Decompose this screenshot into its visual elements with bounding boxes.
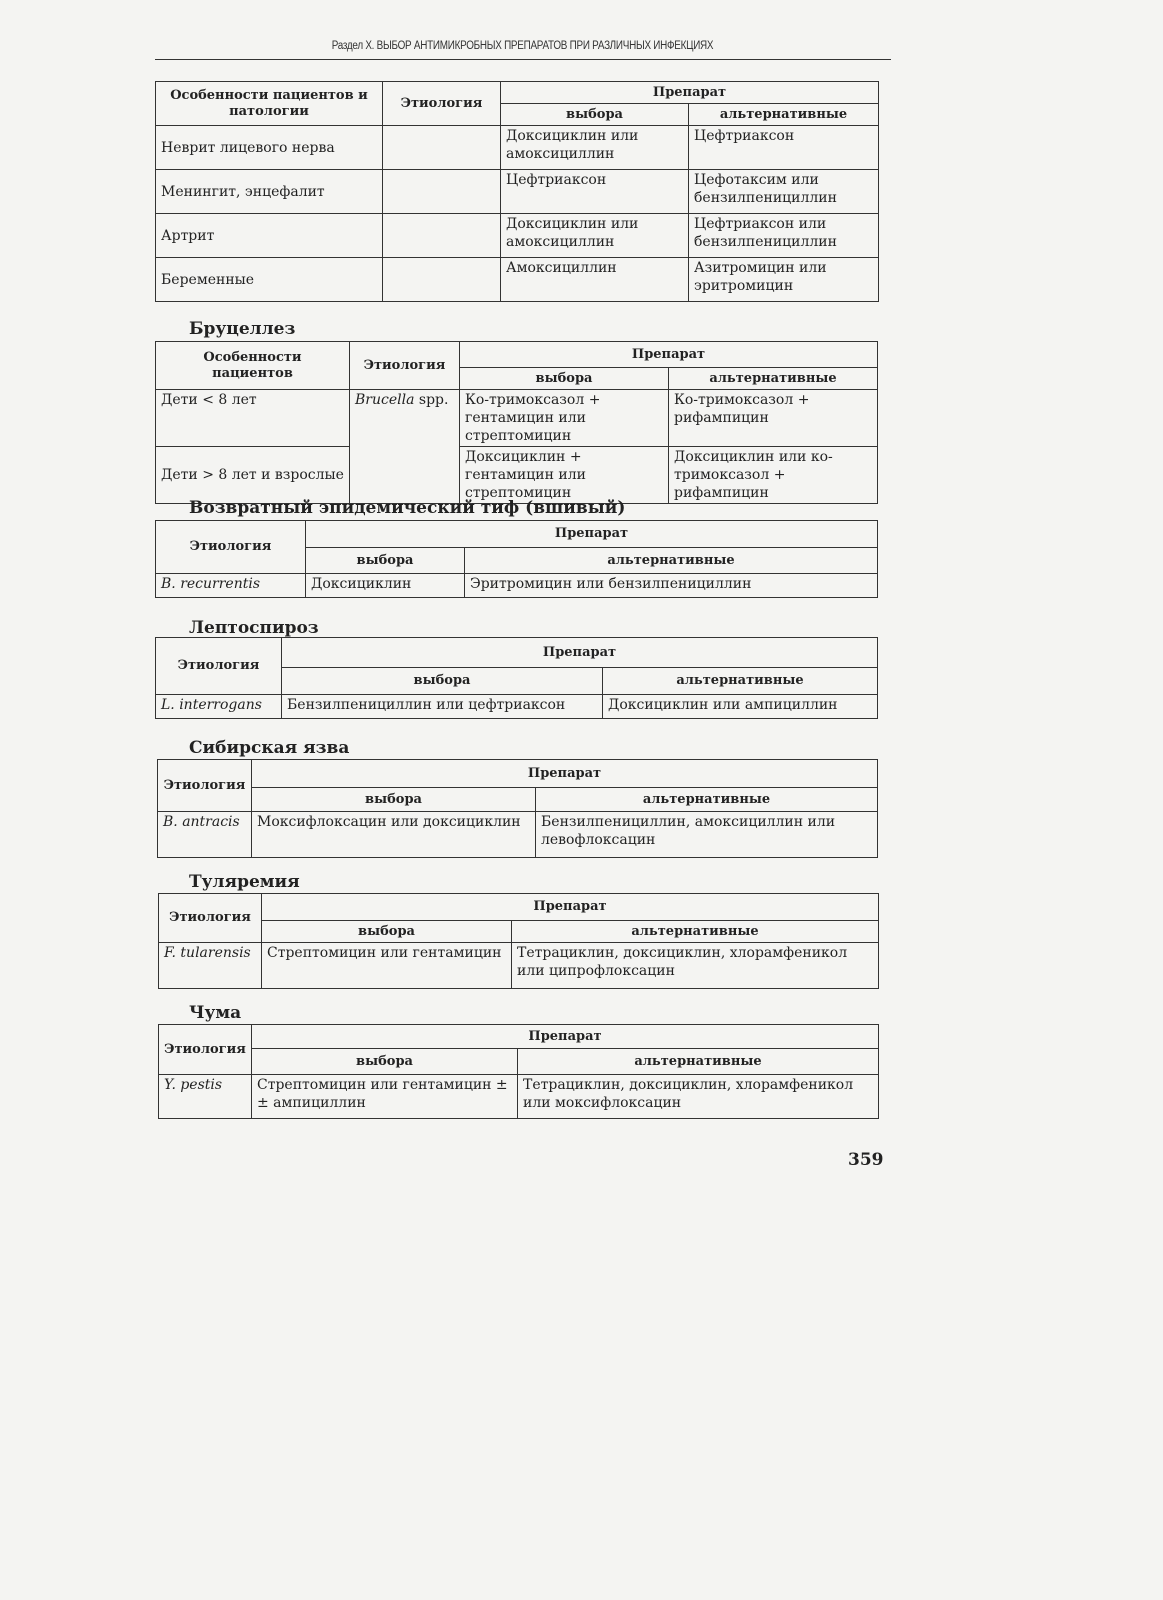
alternative-cell: Цефтриаксон или бензилпенициллин <box>689 214 879 258</box>
header-drug: Препарат <box>252 1025 879 1049</box>
etiology-cell <box>383 214 501 258</box>
header-choice: выбора <box>262 921 512 943</box>
alternative-cell: Эритромицин или бензилпенициллин <box>465 574 878 598</box>
table-row <box>156 214 879 258</box>
header-alternative: альтернативные <box>518 1049 879 1075</box>
header-drug: Препарат <box>501 82 879 104</box>
section-title-tularemia: Туляремия <box>189 872 300 892</box>
header-choice: выбора <box>501 104 689 126</box>
choice-cell: Стрептомицин или гентамицин ± ± ампициллин <box>252 1075 518 1119</box>
choice-cell: Моксифлоксацин или доксициклин <box>252 812 536 858</box>
header-etiology: Этиология <box>350 342 460 390</box>
patients-cell: Дети < 8 лет <box>156 390 350 447</box>
header-etiology: Этиология <box>383 82 501 126</box>
choice-cell: Бензилпенициллин или цефтриаксон <box>282 695 603 719</box>
table-leptospirosis <box>155 637 878 719</box>
patients-cell: Менингит, энцефалит <box>156 170 383 214</box>
alternative-cell: Цефотаксим или бензилпенициллин <box>689 170 879 214</box>
etiology-suffix: spp. <box>414 392 449 408</box>
running-head: Раздел X. ВЫБОР АНТИМИКРОБНЫХ ПРЕПАРАТОВ ПРИ РАЗЛИЧНЫХ ИНФЕКЦИЯХ <box>331 40 714 52</box>
header-etiology: Этиология <box>158 760 252 812</box>
patients-cell: Неврит лицевого нерва <box>156 126 383 170</box>
table-row <box>156 695 878 719</box>
choice-cell: Стрептомицин или гентамицин <box>262 943 512 989</box>
header-choice: выбора <box>306 548 465 574</box>
alternative-cell: Тетрациклин, доксициклин, хлорамфеникол или моксифлоксацин <box>518 1075 879 1119</box>
section-title-anthrax: Сибирская язва <box>189 738 350 758</box>
alternative-cell: Бензилпенициллин, амоксициллин или левофлоксацин <box>536 812 878 858</box>
etiology-cell <box>383 258 501 302</box>
alternative-cell: Цефтриаксон <box>689 126 879 170</box>
section-title-brucellosis: Бруцеллез <box>189 319 296 339</box>
header-alternative: альтернативные <box>512 921 879 943</box>
header-drug: Препарат <box>252 760 878 788</box>
header-drug: Препарат <box>282 638 878 668</box>
etiology-cell <box>383 126 501 170</box>
etiology-cell: Y. pestis <box>159 1075 252 1119</box>
header-alternative: альтернативные <box>536 788 878 812</box>
header-drug: Препарат <box>262 894 879 921</box>
alternative-cell: Тетрациклин, доксициклин, хлорамфеникол или ципрофлоксацин <box>512 943 879 989</box>
etiology-cell: B. recurrentis <box>156 574 306 598</box>
header-rule <box>155 59 891 60</box>
table-row <box>156 574 878 598</box>
choice-cell: Цефтриаксон <box>501 170 689 214</box>
table-tularemia <box>158 893 879 989</box>
header-alternative: альтернативные <box>689 104 879 126</box>
etiology-cell: L. interrogans <box>156 695 282 719</box>
patients-cell: Беременные <box>156 258 383 302</box>
header-choice: выбора <box>282 668 603 695</box>
section-title-relapsing-fever: Возвратный эпидемический тиф (вшивый) <box>189 498 626 518</box>
etiology-cell <box>383 170 501 214</box>
choice-cell: Доксициклин + гентамицин или стрептомицин <box>460 447 669 504</box>
choice-cell: Амоксициллин <box>501 258 689 302</box>
etiology-cell <box>350 390 460 504</box>
patients-cell: Артрит <box>156 214 383 258</box>
choice-cell: Доксициклин <box>306 574 465 598</box>
alternative-cell: Доксициклин или ко-тримоксазол + рифампицин <box>669 447 878 504</box>
table-row <box>158 812 878 858</box>
table-row <box>156 390 878 447</box>
header-choice: выбора <box>252 1049 518 1075</box>
header-alternative: альтернативные <box>465 548 878 574</box>
alternative-cell: Ко-тримоксазол + рифампицин <box>669 390 878 447</box>
choice-cell: Ко-тримоксазол + гентамицин или стрептомицин <box>460 390 669 447</box>
table-row <box>156 126 879 170</box>
table-anthrax <box>157 759 878 858</box>
header-drug: Препарат <box>306 521 878 548</box>
header-choice: выбора <box>460 368 669 390</box>
header-etiology: Этиология <box>159 1025 252 1075</box>
header-patients: Особенности пациентов и патологии <box>156 82 383 126</box>
table-brucellosis <box>155 341 878 504</box>
choice-cell: Доксициклин или амоксициллин <box>501 214 689 258</box>
etiology-genus: Brucella <box>355 392 415 408</box>
page-number: 359 <box>848 1150 884 1170</box>
table-row <box>159 1075 879 1119</box>
table-row <box>156 447 878 504</box>
table-row <box>156 170 879 214</box>
header-alternative: альтернативные <box>603 668 878 695</box>
header-etiology: Этиология <box>156 521 306 574</box>
section-title-leptospirosis: Лептоспироз <box>189 618 319 638</box>
table-row <box>159 943 879 989</box>
alternative-cell: Азитромицин или эритромицин <box>689 258 879 302</box>
table-row <box>156 258 879 302</box>
table-lyme-continued <box>155 81 879 302</box>
header-alternative: альтернативные <box>669 368 878 390</box>
choice-cell: Доксициклин или амоксициллин <box>501 126 689 170</box>
table-plague <box>158 1024 879 1119</box>
etiology-cell: B. antracis <box>158 812 252 858</box>
alternative-cell: Доксициклин или ампициллин <box>603 695 878 719</box>
header-etiology: Этиология <box>156 638 282 695</box>
header-drug: Препарат <box>460 342 878 368</box>
section-title-plague: Чума <box>189 1003 242 1023</box>
table-relapsing-fever <box>155 520 878 598</box>
etiology-cell: F. tularensis <box>159 943 262 989</box>
patients-cell: Дети > 8 лет и взрослые <box>156 447 350 504</box>
header-patients: Особенности пациентов <box>156 342 350 390</box>
header-choice: выбора <box>252 788 536 812</box>
header-etiology: Этиология <box>159 894 262 943</box>
